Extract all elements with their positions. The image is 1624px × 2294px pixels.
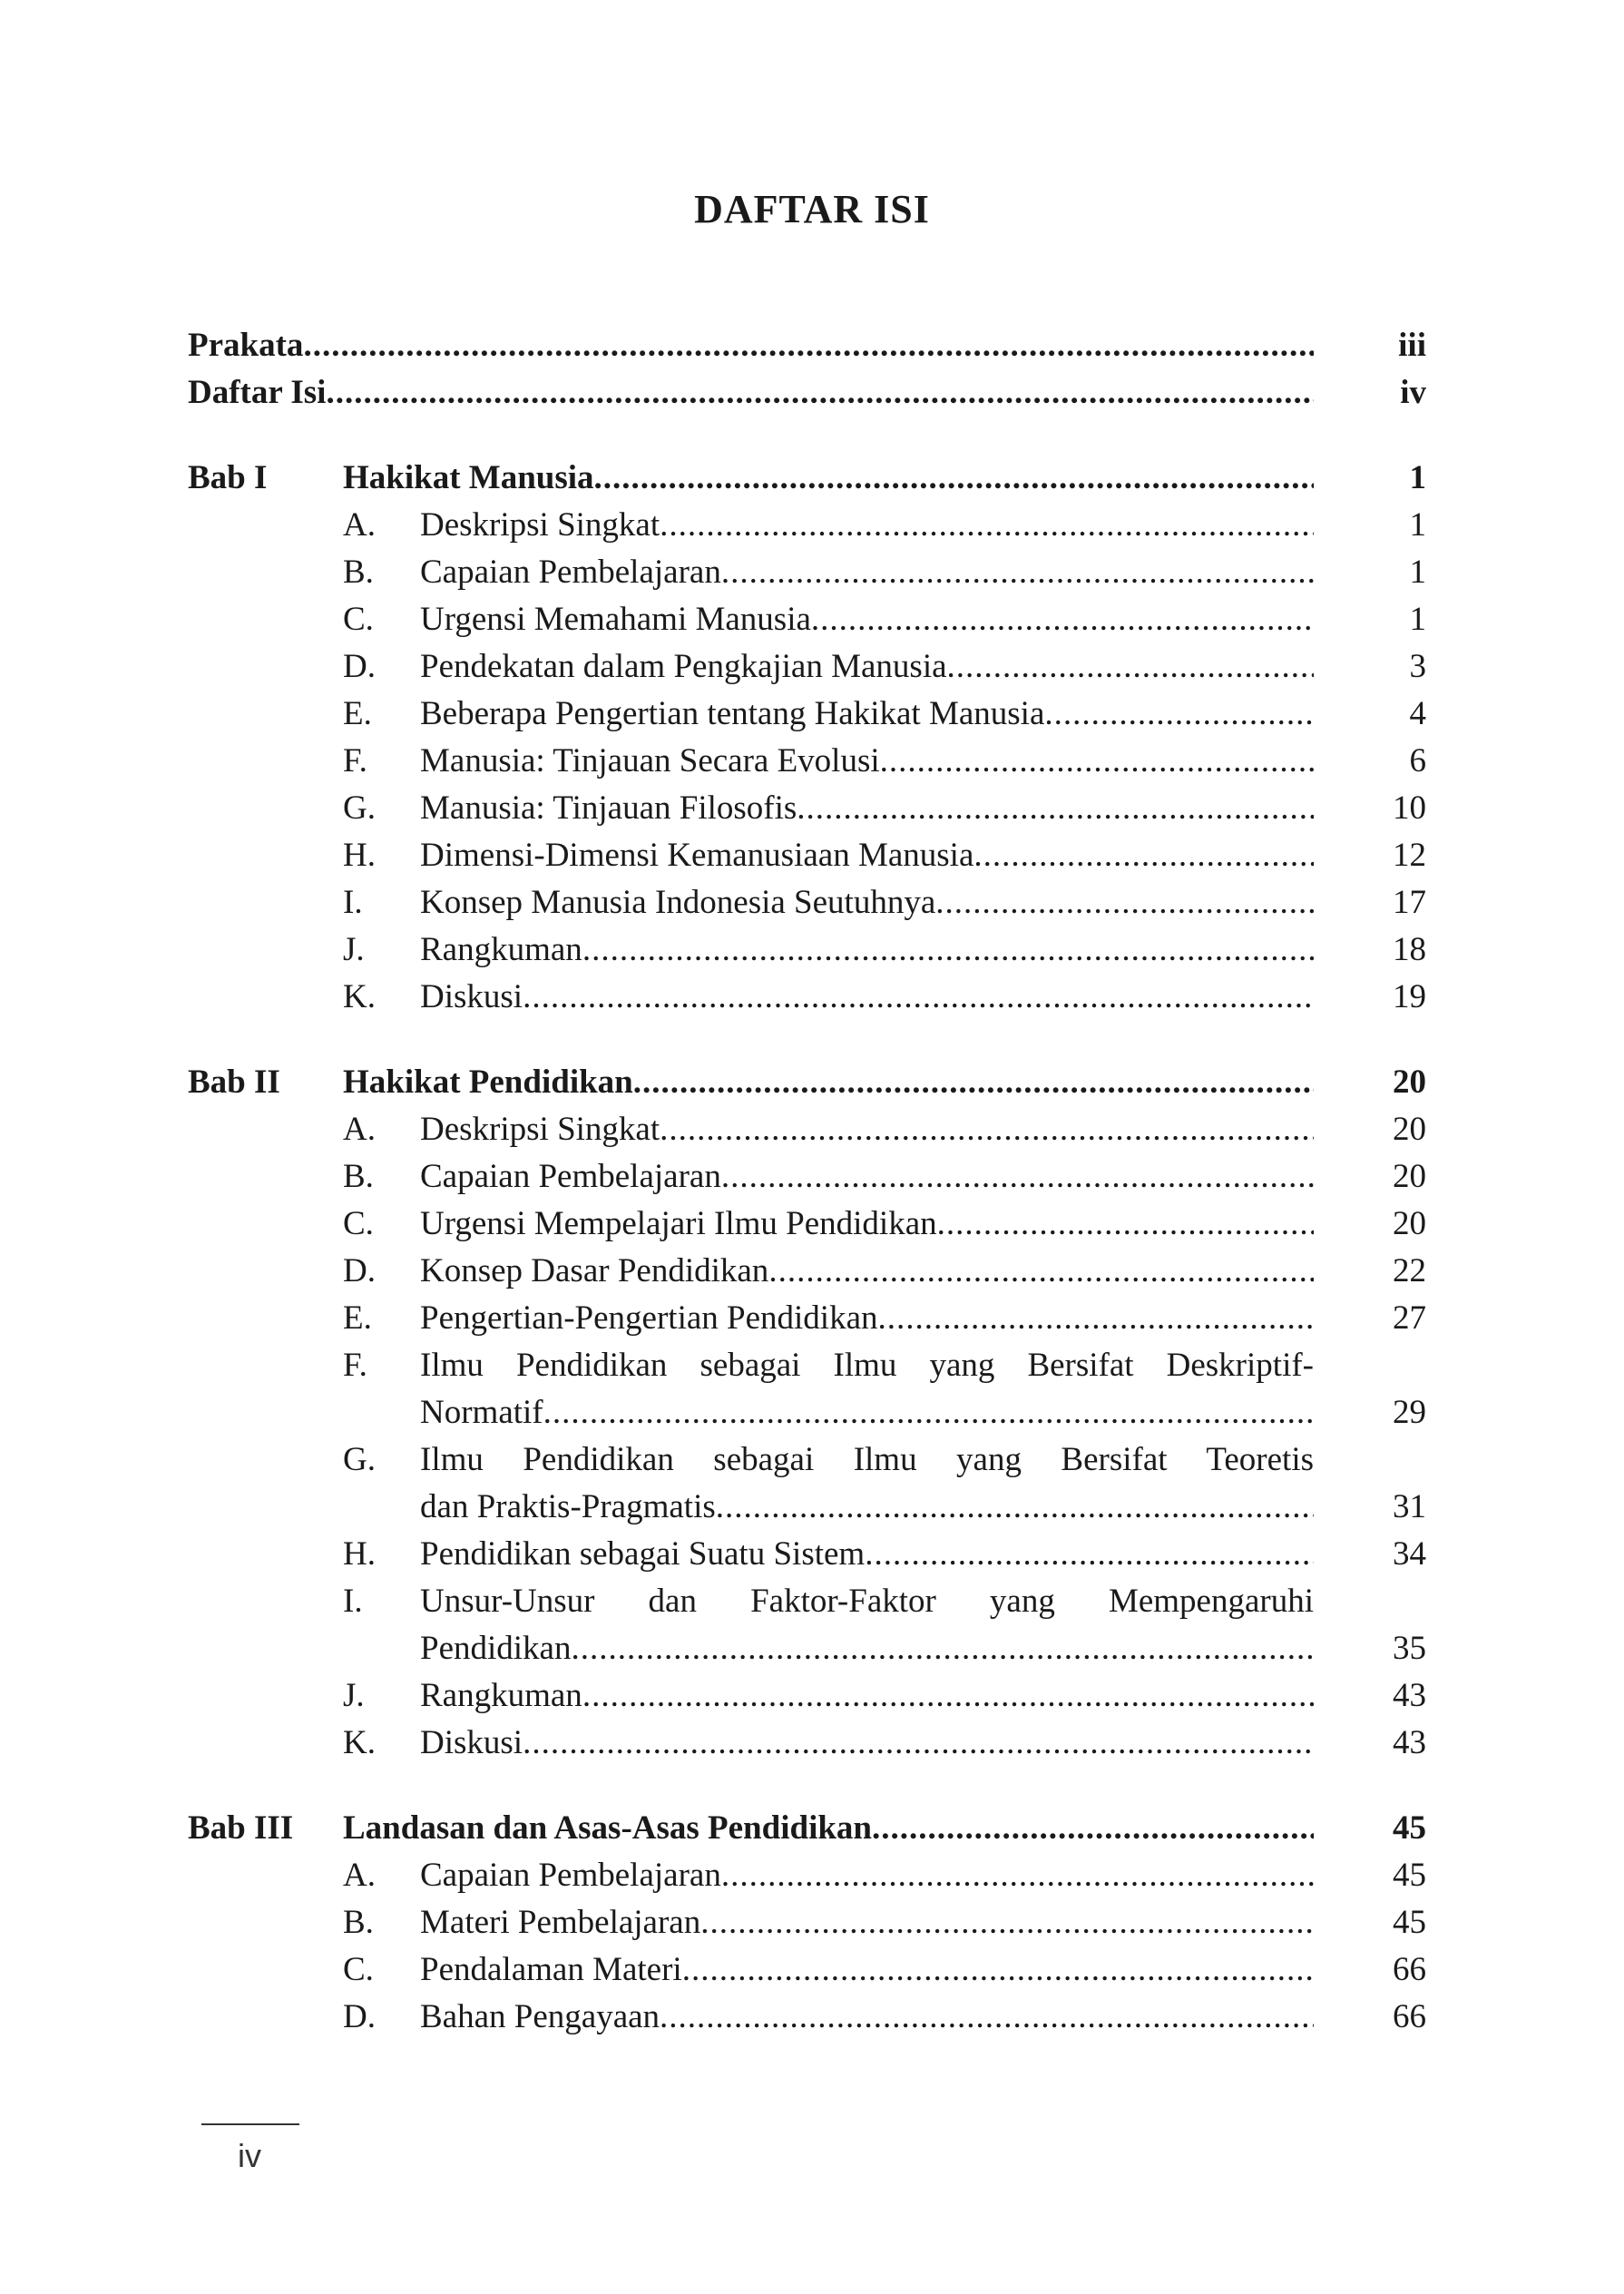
entry-title-line: Pendekatan dalam Pengkajian Manusia [420,648,947,685]
dot-leader [420,1899,1314,1946]
dot-leader [420,974,1314,1021]
toc-subentry[interactable] [188,1899,1426,1946]
toc-subentry-continued[interactable] [188,1389,1426,1436]
entry-letter: D. [343,1998,376,2035]
toc-subentry[interactable] [188,879,1426,926]
toc-subentry[interactable] [188,643,1426,691]
toc-subentry[interactable] [188,926,1426,974]
toc-subentry[interactable] [188,1342,1426,1389]
chapter-heading[interactable] [188,455,1426,502]
entry-title-line: Beberapa Pengertian tentang Hakikat Manusia [420,695,1045,732]
leader-dots [880,738,1314,785]
leader-dots [716,1484,1314,1531]
dot-leader [420,549,1314,596]
leader-dots [937,1201,1314,1248]
leader-dots [326,369,1314,417]
leader-dots [700,1899,1314,1946]
entry-title-line: Pendidikan [420,1630,572,1667]
entry-letter: B. [343,554,374,591]
dot-leader [420,1720,1314,1767]
toc-subentry[interactable] [188,1672,1426,1720]
entry-title-line: Bahan Pengayaan [420,1998,660,2035]
dot-leader [420,785,1314,832]
toc-subentry[interactable] [188,974,1426,1021]
entry-page: 45 [1393,1857,1426,1894]
entry-title-line: Capaian Pembelajaran [420,1857,721,1894]
entry-page: 22 [1393,1252,1426,1289]
dot-leader [343,1805,1314,1852]
leader-dots [682,1946,1314,1994]
dot-leader [420,1201,1314,1248]
toc-subentry[interactable] [188,502,1426,549]
chapter-label: Bab III [188,1809,294,1847]
entry-title: Daftar Isi [188,374,327,411]
entry-letter: H. [343,1535,376,1573]
entry-page: 27 [1393,1299,1426,1337]
dot-leader [420,832,1314,879]
toc-subentry[interactable] [188,1106,1426,1153]
leader-dots [872,1805,1314,1852]
entry-letter: I. [343,884,363,921]
entry-title-line: Diskusi [420,1724,523,1761]
entry-title-line: Manusia: Tinjauan Secara Evolusi [420,742,880,779]
toc-subentry[interactable] [188,1578,1426,1625]
entry-page: 31 [1393,1488,1426,1525]
entry-page: 43 [1393,1724,1426,1761]
entry-title: Prakata [188,327,304,364]
entry-page: 20 [1393,1111,1426,1148]
entry-page: 35 [1393,1630,1426,1667]
dot-leader [420,1852,1314,1899]
entry-letter: F. [343,742,367,779]
dot-leader [343,1059,1314,1106]
dot-leader [420,1153,1314,1201]
dot-leader [420,1994,1314,2041]
entry-title-line: Dimensi-Dimensi Kemanusiaan Manusia [420,837,974,874]
toc-subentry[interactable] [188,596,1426,643]
toc-subentry[interactable] [188,1852,1426,1899]
page-title: DAFTAR ISI [694,187,930,231]
leader-dots [303,322,1314,369]
entry-page: iii [1398,327,1426,364]
entry-title-line: Konsep Dasar Pendidikan [420,1252,769,1289]
dot-leader [420,1106,1314,1153]
entry-title-line: Pendidikan sebagai Suatu Sistem [420,1535,866,1573]
entry-letter: G. [343,1441,376,1478]
section-gap [188,417,1426,455]
entry-title-line: Konsep Manusia Indonesia Seutuhnya [420,884,936,921]
dot-leader [420,1625,1314,1672]
entry-title-line: Capaian Pembelajaran [420,554,721,591]
entry-page: 1 [1409,554,1426,591]
entry-title-line: Pengertian-Pengertian Pendidikan [420,1299,878,1337]
entry-letter: A. [343,1857,376,1894]
leader-dots [768,1248,1314,1295]
toc-subentry[interactable] [188,738,1426,785]
dot-leader [343,455,1314,502]
entry-title-line: Normatif [420,1394,543,1431]
entry-page: 17 [1393,884,1426,921]
entry-page: 10 [1393,789,1426,827]
entry-letter: G. [343,789,376,827]
dot-leader [420,1946,1314,1994]
toc-subentry[interactable] [188,785,1426,832]
chapter-page: 1 [1409,459,1426,496]
toc-subentry[interactable] [188,1295,1426,1342]
section-gap [188,1767,1426,1805]
toc-subentry[interactable] [188,1201,1426,1248]
entry-page: 12 [1393,837,1426,874]
entry-title-line: Rangkuman [420,931,582,968]
dot-leader [420,1389,1314,1436]
page-number: iv [238,2137,261,2174]
entry-letter: E. [343,695,372,732]
dot-leader [420,1531,1314,1578]
leader-dots [811,596,1314,643]
entry-letter: J. [343,1677,365,1714]
leader-dots [721,549,1314,596]
entry-title-line: Deskripsi Singkat [420,1111,660,1148]
entry-page: 29 [1393,1394,1426,1431]
dot-leader [420,1672,1314,1720]
leader-dots [1044,691,1314,738]
leader-dots [523,974,1314,1021]
leader-dots [878,1295,1314,1342]
chapter-heading[interactable] [188,1805,1426,1852]
leader-dots [660,1106,1314,1153]
toc-subentry[interactable] [188,1248,1426,1295]
entry-letter: B. [343,1904,374,1941]
dot-leader [420,691,1314,738]
dot-leader [188,369,1314,417]
entry-page: 43 [1393,1677,1426,1714]
leader-dots [865,1531,1314,1578]
leader-dots [721,1852,1314,1899]
entry-letter: D. [343,1252,376,1289]
dot-leader [420,643,1314,691]
chapter-label: Bab I [188,459,268,496]
entry-page: 19 [1393,978,1426,1015]
entry-page: 20 [1393,1158,1426,1195]
chapter-page: 20 [1393,1064,1426,1101]
entry-letter: A. [343,1111,376,1148]
dot-leader [420,738,1314,785]
leader-dots [973,832,1314,879]
entry-letter: F. [343,1347,367,1384]
leader-dots [571,1625,1314,1672]
leader-dots [543,1389,1314,1436]
dot-leader [420,596,1314,643]
section-gap [188,1021,1426,1059]
leader-dots [660,502,1314,549]
entry-letter: I. [343,1583,363,1620]
entry-page: 1 [1409,506,1426,544]
entry-page: 1 [1409,601,1426,638]
leader-dots [523,1720,1314,1767]
toc-subentry[interactable] [188,1531,1426,1578]
chapter-page: 45 [1393,1809,1426,1847]
entry-page: 66 [1393,1951,1426,1988]
entry-letter: C. [343,1205,374,1242]
entry-letter: A. [343,506,376,544]
table-of-contents [188,322,1426,2041]
entry-letter: C. [343,1951,374,1988]
entry-page: 66 [1393,1998,1426,2035]
dot-leader [420,1295,1314,1342]
toc-subentry[interactable] [188,1436,1426,1484]
entry-letter: C. [343,601,374,638]
entry-letter: B. [343,1158,374,1195]
chapter-heading[interactable] [188,1059,1426,1106]
entry-title-line: Ilmu Pendidikan sebagai Ilmu yang Bersifat Deskriptif- [420,1347,1314,1384]
toc-subentry[interactable] [188,1994,1426,2041]
toc-subentry[interactable] [188,549,1426,596]
entry-page: 4 [1409,695,1426,732]
chapter-title: Hakikat Pendidikan [343,1064,633,1101]
entry-title-line: Pendalaman Materi [420,1951,682,1988]
dot-leader [420,1484,1314,1531]
toc-entry[interactable] [188,369,1426,417]
toc-subentry-continued[interactable] [188,1625,1426,1672]
leader-dots [633,1059,1314,1106]
leader-dots [797,785,1314,832]
entry-title-line: Diskusi [420,978,523,1015]
entry-page: 45 [1393,1904,1426,1941]
chapter-label: Bab II [188,1064,280,1101]
entry-page: iv [1400,374,1426,411]
dot-leader [420,502,1314,549]
entry-letter: H. [343,837,376,874]
leader-dots [660,1994,1314,2041]
entry-letter: K. [343,1724,376,1761]
toc-subentry[interactable] [188,1946,1426,1994]
toc-entry[interactable] [188,322,1426,369]
entry-title-line: Unsur-Unsur dan Faktor-Faktor yang Mempengaruhi [420,1583,1314,1620]
entry-page: 34 [1393,1535,1426,1573]
entry-letter: D. [343,648,376,685]
entry-title-line: Ilmu Pendidikan sebagai Ilmu yang Bersifat Teoretis [420,1441,1314,1478]
dot-leader [420,879,1314,926]
leader-dots [935,879,1314,926]
toc-subentry[interactable] [188,1153,1426,1201]
leader-dots [582,1672,1314,1720]
entry-page: 3 [1409,648,1426,685]
entry-page: 18 [1393,931,1426,968]
dot-leader [420,1248,1314,1295]
entry-title-line: Urgensi Mempelajari Ilmu Pendidikan [420,1205,937,1242]
entry-title-line: dan Praktis-Pragmatis [420,1488,716,1525]
toc-subentry[interactable] [188,691,1426,738]
leader-dots [594,455,1314,502]
dot-leader [420,926,1314,974]
leader-dots [582,926,1314,974]
entry-page: 6 [1409,742,1426,779]
toc-subentry-continued[interactable] [188,1484,1426,1531]
toc-subentry[interactable] [188,1720,1426,1767]
chapter-title: Hakikat Manusia [343,459,594,496]
leader-dots [947,643,1314,691]
entry-title-line: Urgensi Memahami Manusia [420,601,811,638]
entry-title-line: Materi Pembelajaran [420,1904,701,1941]
entry-title-line: Deskripsi Singkat [420,506,660,544]
entry-letter: K. [343,978,376,1015]
footer-rule [201,2123,299,2125]
leader-dots [721,1153,1314,1201]
dot-leader [188,322,1314,369]
entry-title-line: Manusia: Tinjauan Filosofis [420,789,797,827]
entry-title-line: Capaian Pembelajaran [420,1158,721,1195]
entry-letter: E. [343,1299,372,1337]
chapter-title: Landasan dan Asas-Asas Pendidikan [343,1809,873,1847]
entry-title-line: Rangkuman [420,1677,582,1714]
entry-page: 20 [1393,1205,1426,1242]
entry-letter: J. [343,931,365,968]
toc-subentry[interactable] [188,832,1426,879]
